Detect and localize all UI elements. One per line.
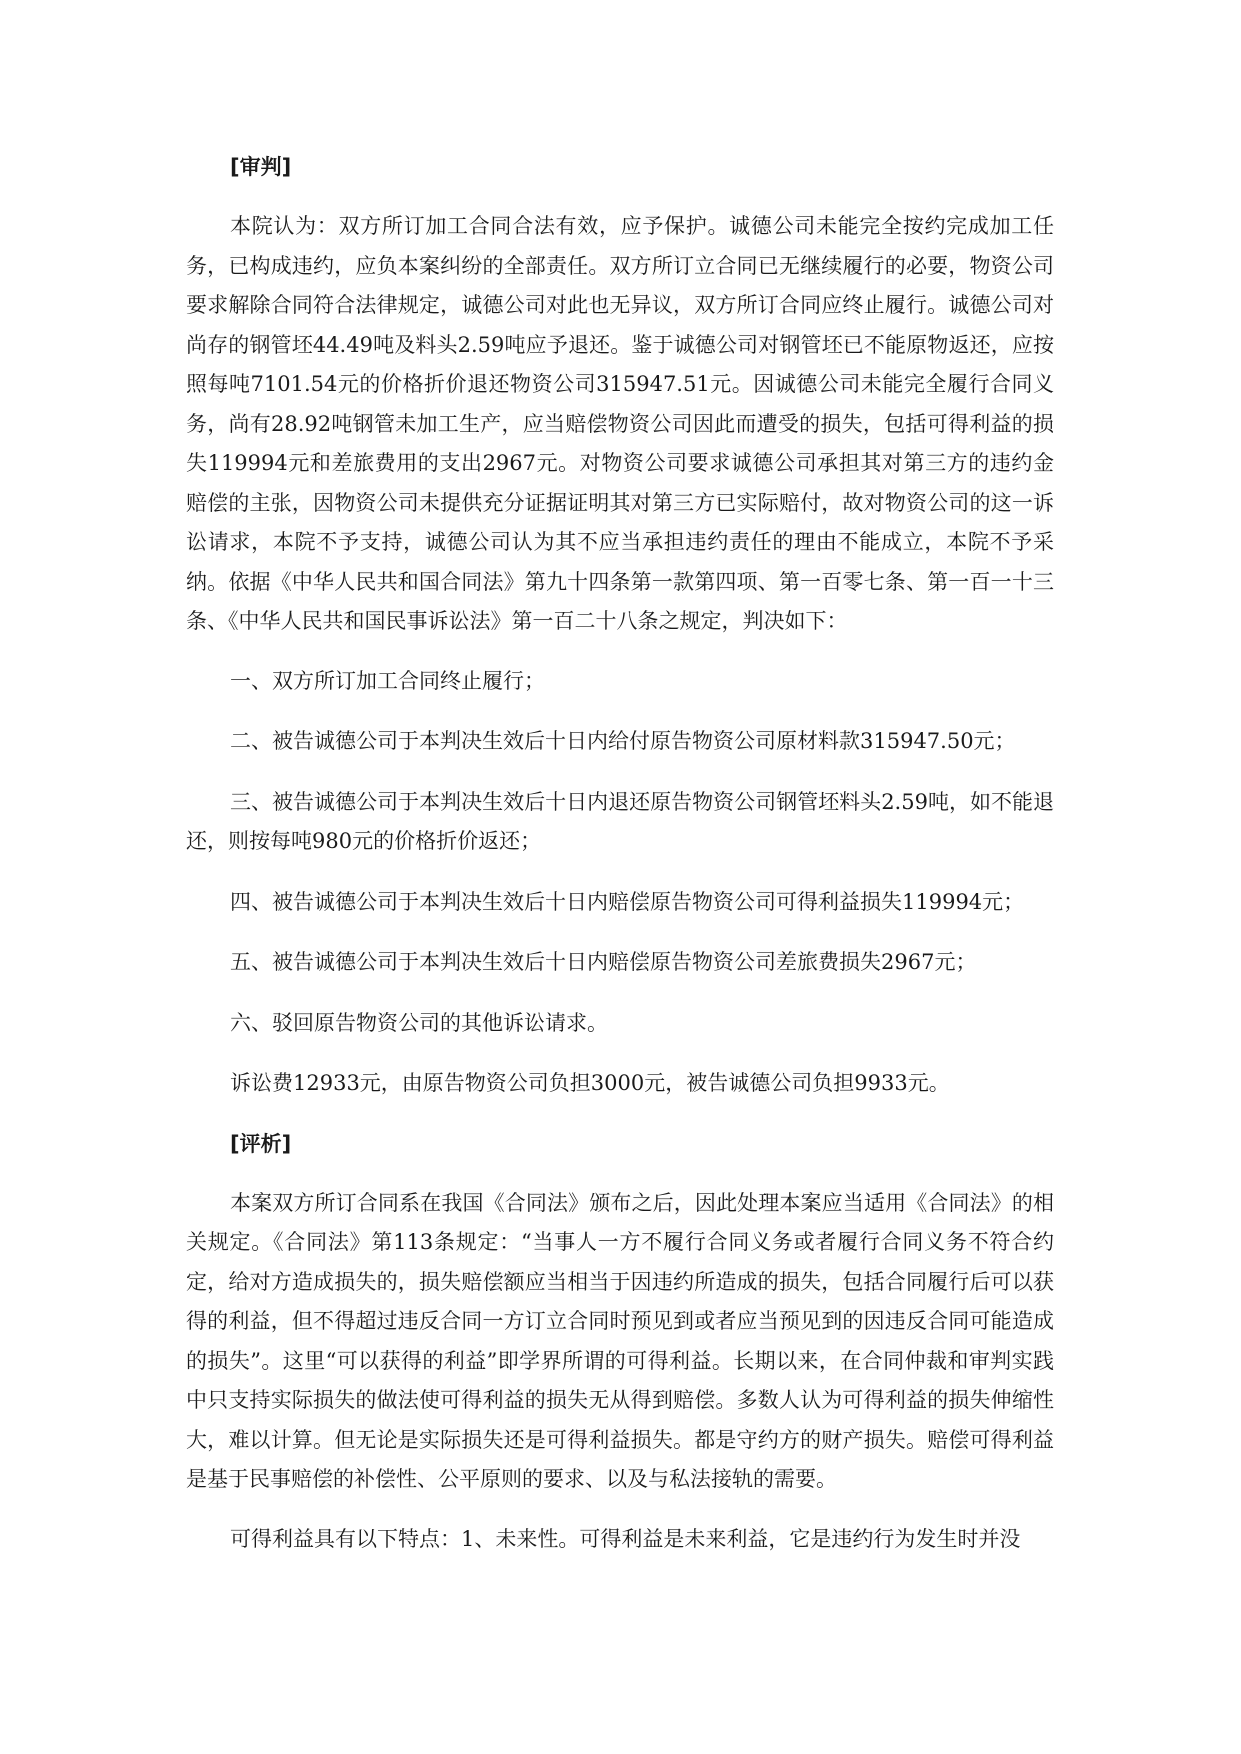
judgment-item-3: 三、被告诚德公司于本判决生效后十日内退还原告物资公司钢管坯料头2.59吨，如不能退还，则按每吨980元的价格折价返还； — [186, 789, 1054, 853]
judgment-item-6: 六、驳回原告物资公司的其他诉讼请求。 — [230, 1010, 608, 1035]
judgment-paragraph: 本院认为：双方所订加工合同合法有效，应予保护。诚德公司未能完全按约完成加工任务，已构成违约，应负本案纠纷的全部责任。双方所订立合同已无继续履行的必要，物资公司要求解除合同符合法律规定，诚德公司对此也无异议，双方所订合同应终止履行。诚德公司对尚存的钢管坯44.49吨及料头2.59吨应予退还。鉴于诚德公司对钢管坯已不能原物返还，应按照每吨7101.54元的价格折价退还物资公司315947.51元。因诚德公司未能完全履行合同义务，尚有28.92吨钢管未加工生产，应当赔偿物资公司因此而遭受的损失，包括可得利益的损失119994元和差旅费用的支出2967元。对物资公司要求诚德公司承担其对第三方的违约金赔偿的主张，因物资公司未提供充分证据证明其对第三方已实际赔付，故对物资公司的这一诉讼请求，本院不予支持，诚德公司认为其不应当承担违约责任的理由不能成立，本院不予采纳。依据《中华人民共和国合同法》第九十四条第一款第四项、第一百零七条、第一百一十三条、《中华人民共和国民事诉讼法》第一百二十八条之规定，判决如下： — [186, 214, 1054, 633]
judgment-item-4: 四、被告诚德公司于本判决生效后十日内赔偿原告物资公司可得利益损失119994元； — [230, 889, 1025, 914]
section-heading-analysis: [评析] — [230, 1131, 292, 1156]
analysis-paragraph-2: 可得利益具有以下特点：1、未来性。可得利益是未来利益，它是违约行为发生时并没 — [230, 1526, 1021, 1551]
judgment-item-5: 五、被告诚德公司于本判决生效后十日内赔偿原告物资公司差旅费损失2967元； — [230, 950, 977, 974]
analysis-paragraph-1: 本案双方所订合同系在我国《合同法》颁布之后，因此处理本案应当适用《合同法》的相关规定。《合同法》第113条规定：“当事人一方不履行合同义务或者履行合同义务不符合约定，给对方造成损失的，损失赔偿额应当相当于因违约所造成的损失，包括合同履行后可以获得的利益，但不得超过违反合同一方订立合同时预见到或者应当预见到的因违反合同可能造成的损失”。这里“可以获得的利益”即学界所谓的可得利益。长期以来，在合同仲裁和审判实践中只支持实际损失的做法使可得利益的损失无从得到赔偿。多数人认为可得利益的损失伸缩性大，难以计算。但无论是实际损失还是可得利益损失。都是守约方的财产损失。赔偿可得利益是基于民事赔偿的补偿性、公平原则的要求、以及与私法接轨的需要。 — [186, 1190, 1054, 1491]
section-heading-trial: [审判] — [230, 155, 292, 179]
document-body — [186, 148, 1054, 1579]
litigation-fee-line: 诉讼费12933元，由原告物资公司负担3000元，被告诚德公司负担9933元。 — [230, 1071, 950, 1095]
judgment-item-2: 二、被告诚德公司于本判决生效后十日内给付原告物资公司原材料款315947.50元； — [230, 729, 1016, 753]
judgment-item-1: 一、双方所订加工合同终止履行； — [230, 668, 545, 693]
